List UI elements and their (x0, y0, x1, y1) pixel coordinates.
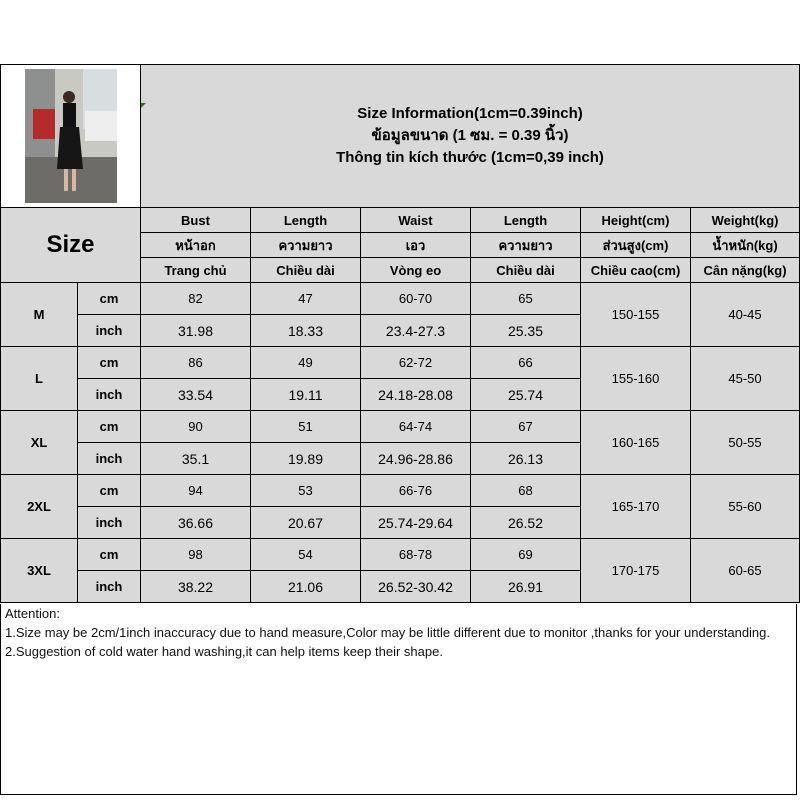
bust-cm: 82 (141, 283, 251, 315)
size-header: Size (1, 208, 141, 283)
waist-cm: 66-76 (361, 475, 471, 507)
header-length-en: Length (251, 208, 361, 233)
height-range: 155-160 (581, 347, 691, 411)
length-inch: 19.89 (251, 443, 361, 475)
length-cm: 51 (251, 411, 361, 443)
unit-cm: cm (78, 539, 141, 571)
waist-inch: 24.96-28.86 (361, 443, 471, 475)
length-inch: 20.67 (251, 507, 361, 539)
unit-cm: cm (78, 283, 141, 315)
chart-title (141, 65, 800, 208)
header-length-vi: Chiều dài (251, 258, 361, 283)
table-row (1, 411, 800, 443)
header-weight-en: Weight(kg) (691, 208, 800, 233)
length2-cm: 65 (471, 283, 581, 315)
bust-inch: 35.1 (141, 443, 251, 475)
length-cm: 47 (251, 283, 361, 315)
length-cm: 53 (251, 475, 361, 507)
header-length2-th: ความยาว (471, 233, 581, 258)
bust-inch: 36.66 (141, 507, 251, 539)
table-row (1, 539, 800, 571)
size-label: M (1, 283, 78, 347)
header-bust-en: Bust (141, 208, 251, 233)
bust-inch: 33.54 (141, 379, 251, 411)
height-range: 160-165 (581, 411, 691, 475)
length2-inch: 25.35 (471, 315, 581, 347)
title-vietnamese: Thông tin kích thước (1cm=0,39 inch) (336, 149, 604, 166)
bust-inch: 38.22 (141, 571, 251, 603)
bust-cm: 86 (141, 347, 251, 379)
header-height-th: ส่วนสูง(cm) (581, 233, 691, 258)
header-waist-vi: Vòng eo (361, 258, 471, 283)
waist-cm: 62-72 (361, 347, 471, 379)
length-cm: 54 (251, 539, 361, 571)
bust-cm: 94 (141, 475, 251, 507)
title-thai: ข้อมูลขนาด (1 ซม. = 0.39 นิ้ว) (371, 127, 569, 144)
header-weight-vi: Cân nặng(kg) (691, 258, 800, 283)
weight-range: 45-50 (691, 347, 800, 411)
header-waist-en: Waist (361, 208, 471, 233)
size-label: L (1, 347, 78, 411)
weight-range: 50-55 (691, 411, 800, 475)
weight-range: 55-60 (691, 475, 800, 539)
size-chart (0, 64, 800, 797)
unit-inch: inch (78, 507, 141, 539)
header-height-en: Height(cm) (581, 208, 691, 233)
length-inch: 18.33 (251, 315, 361, 347)
height-range: 150-155 (581, 283, 691, 347)
header-height-vi: Chiều cao(cm) (581, 258, 691, 283)
length2-inch: 26.13 (471, 443, 581, 475)
waist-cm: 60-70 (361, 283, 471, 315)
length2-cm: 67 (471, 411, 581, 443)
header-length2-en: Length (471, 208, 581, 233)
bust-inch: 31.98 (141, 315, 251, 347)
waist-inch: 23.4-27.3 (361, 315, 471, 347)
header-length2-vi: Chiều dài (471, 258, 581, 283)
unit-cm: cm (78, 475, 141, 507)
header-waist-th: เอว (361, 233, 471, 258)
waist-inch: 26.52-30.42 (361, 571, 471, 603)
notes-line-1: 1.Size may be 2cm/1inch inaccuracy due to hand measure,Color may be little different due to monitor ,thanks for your understanding. (5, 625, 771, 640)
header-weight-th: น้ำหนัก(kg) (691, 233, 800, 258)
attention-notes (0, 604, 797, 795)
size-label: XL (1, 411, 78, 475)
length2-cm: 68 (471, 475, 581, 507)
size-label: 2XL (1, 475, 78, 539)
product-photo-cell (1, 65, 141, 208)
unit-inch: inch (78, 443, 141, 475)
bust-cm: 98 (141, 539, 251, 571)
table-row (1, 283, 800, 315)
weight-range: 40-45 (691, 283, 800, 347)
size-table (0, 64, 800, 603)
unit-inch: inch (78, 379, 141, 411)
unit-cm: cm (78, 411, 141, 443)
size-label: 3XL (1, 539, 78, 603)
header-bust-vi: Trang chủ (141, 258, 251, 283)
table-row (1, 475, 800, 507)
height-range: 165-170 (581, 475, 691, 539)
length-cm: 49 (251, 347, 361, 379)
bust-cm: 90 (141, 411, 251, 443)
unit-cm: cm (78, 347, 141, 379)
length2-inch: 25.74 (471, 379, 581, 411)
height-range: 170-175 (581, 539, 691, 603)
waist-inch: 25.74-29.64 (361, 507, 471, 539)
length-inch: 19.11 (251, 379, 361, 411)
unit-inch: inch (78, 571, 141, 603)
length2-cm: 69 (471, 539, 581, 571)
notes-heading: Attention: (5, 606, 60, 621)
title-english: Size Information(1cm=0.39inch) (357, 105, 583, 122)
header-bust-th: หน้าอก (141, 233, 251, 258)
waist-cm: 68-78 (361, 539, 471, 571)
length2-inch: 26.91 (471, 571, 581, 603)
unit-inch: inch (78, 315, 141, 347)
table-row (1, 347, 800, 379)
length-inch: 21.06 (251, 571, 361, 603)
waist-cm: 64-74 (361, 411, 471, 443)
notes-line-2: 2.Suggestion of cold water hand washing,it can help items keep their shape. (5, 644, 443, 659)
header-length-th: ความยาว (251, 233, 361, 258)
product-photo (25, 69, 117, 203)
waist-inch: 24.18-28.08 (361, 379, 471, 411)
length2-inch: 26.52 (471, 507, 581, 539)
length2-cm: 66 (471, 347, 581, 379)
weight-range: 60-65 (691, 539, 800, 603)
